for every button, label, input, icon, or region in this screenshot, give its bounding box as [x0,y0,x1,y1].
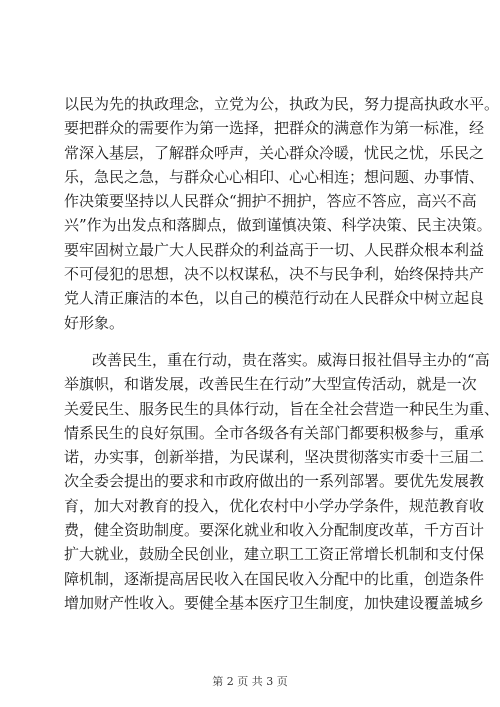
paragraph-2-line: 举旗帜，和谐发展，改善民生在行动”大型宣传活动，就是一次 [64,375,477,394]
paragraph-2-line: 次全委会提出的要求和市政府做出的一系列部署。要优先发展教 [64,472,485,491]
paragraph-2-line: 育，加大对教育的投入，优化农村中小学办学条件，规范教育收 [64,496,485,515]
paragraph-2-line: 障机制，逐渐提高居民收入在国民收入分配中的比重，创造条件 [64,569,485,588]
paragraph-2-line: 扩大就业，鼓励全民创业，建立职工工资正常增长机制和支付保 [64,545,485,564]
paragraph-1-line: 兴”作为出发点和落脚点，做到谨慎决策、科学决策、民主决策。 [64,216,492,235]
paragraph-1-line: 乐，急民之急，与群众心心相印、心心相连；想问题、办事情、 [64,167,485,186]
paragraph-1-line: 常深入基层，了解群众呼声，关心群众冷暖，忧民之忧，乐民之 [64,143,485,162]
document-body [64,92,500,615]
paragraph-2-line: 改善民生，重在行动，贵在落实。威海日报社倡导主办的“高 [92,350,490,369]
paragraph-2-line: 关爱民生、服务民生的具体行动，旨在全社会营造一种民生为重、 [64,399,500,418]
paragraph-2-line: 诺，办实事，创新举措，为民谋利，坚决贯彻落实市委十三届二 [64,448,485,467]
paragraph-1-line: 要把群众的需要作为第一选择，把群众的满意作为第一标准，经 [64,119,485,138]
paragraph-1-line: 不可侵犯的思想，决不以权谋私，决不与民争利，始终保持共产 [64,265,485,284]
page-number-footer: 第 2 页 共 3 页 [212,675,288,688]
paragraph-1-line: 好形象。 [64,313,125,332]
paragraph-1-line: 以民为先的执政理念，立党为公，执政为民，努力提高执政水平。 [64,95,500,113]
paragraph-2-line: 情系民生的良好氛围。全市各级各有关部门都要积极参与，重承 [64,423,485,442]
paragraph-1-line: 要牢固树立最广大人民群众的利益高于一切、人民群众根本利益 [64,240,485,259]
paragraph-gap [64,335,448,348]
paragraph-2-line: 费，健全资助制度。要深化就业和收入分配制度改革，千方百计 [64,521,485,540]
paragraph-1-line: 党人清正廉洁的本色，以自己的模范行动在人民群众中树立起良 [64,289,485,308]
paragraph-2-line: 增加财产性收入。要健全基本医疗卫生制度，加快建设覆盖城乡 [64,593,485,612]
paragraph-1-line: 作决策要坚持以人民群众“拥护不拥护，答应不答应，高兴不高 [64,192,477,211]
